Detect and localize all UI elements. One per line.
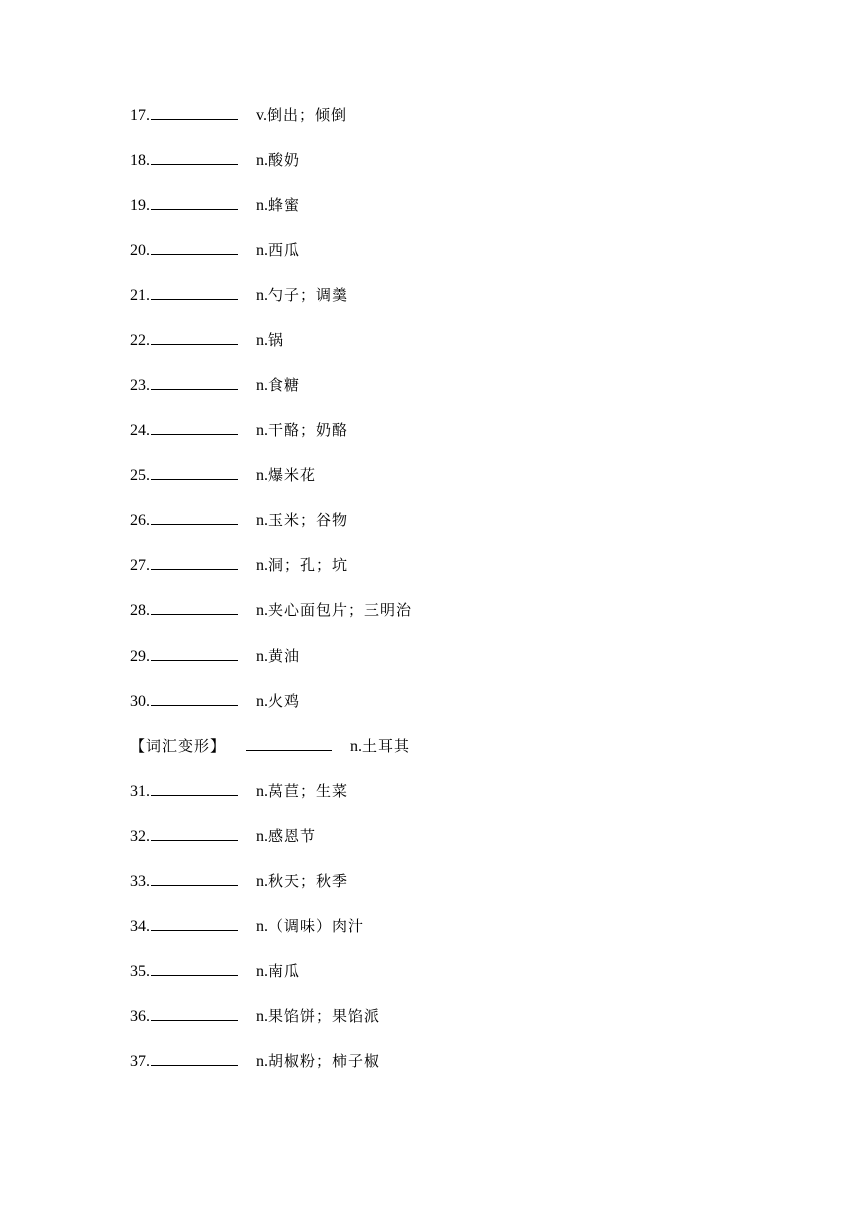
answer-blank[interactable] (151, 285, 238, 300)
list-item (130, 238, 300, 262)
item-number: 21. (130, 287, 150, 304)
answer-blank[interactable] (151, 105, 238, 120)
answer-blank[interactable] (151, 240, 238, 255)
list-item (130, 1049, 380, 1073)
list-item (130, 373, 300, 397)
item-number: 18. (130, 152, 150, 169)
list-item (130, 328, 284, 352)
answer-blank[interactable] (151, 510, 238, 525)
list-item (130, 148, 300, 172)
list-item (130, 283, 348, 307)
answer-blank[interactable] (151, 691, 238, 706)
item-number: 34. (130, 918, 150, 935)
item-definition: n.土耳其 (350, 737, 411, 755)
answer-blank[interactable] (151, 781, 238, 796)
list-item (130, 508, 348, 532)
answer-blank[interactable] (151, 871, 238, 886)
item-number: 32. (130, 828, 150, 845)
item-definition: n.爆米花 (256, 466, 317, 484)
list-item (130, 914, 364, 938)
item-number: 31. (130, 783, 150, 800)
answer-blank[interactable] (151, 916, 238, 931)
item-definition: n.食糖 (256, 376, 301, 394)
item-number: 37. (130, 1053, 150, 1070)
item-number: 33. (130, 873, 150, 890)
vocab-transform-section (130, 734, 410, 758)
list-item (130, 598, 412, 622)
item-definition: v.倒出；倾倒 (256, 106, 347, 124)
list-item (130, 553, 348, 577)
list-item (130, 193, 300, 217)
item-number: 30. (130, 693, 150, 710)
list-item (130, 1004, 380, 1028)
item-definition: n.洞；孔；坑 (256, 556, 349, 574)
answer-blank[interactable] (151, 646, 238, 661)
list-item (130, 418, 348, 442)
item-number: 24. (130, 422, 150, 439)
item-definition: n.火鸡 (256, 692, 301, 710)
item-definition: n.锅 (256, 331, 285, 349)
item-number: 17. (130, 107, 150, 124)
item-definition: n.果馅饼；果馅派 (256, 1007, 381, 1025)
item-definition: n.夹心面包片；三明治 (256, 601, 413, 619)
list-item (130, 779, 348, 803)
item-number: 23. (130, 377, 150, 394)
answer-blank[interactable] (151, 195, 238, 210)
item-definition: n.干酪；奶酪 (256, 421, 349, 439)
item-definition: n.胡椒粉；柿子椒 (256, 1052, 381, 1070)
answer-blank[interactable] (151, 330, 238, 345)
item-definition: n.南瓜 (256, 962, 301, 980)
item-number: 29. (130, 648, 150, 665)
list-item (130, 869, 348, 893)
answer-blank[interactable] (151, 600, 238, 615)
answer-blank[interactable] (151, 1051, 238, 1066)
item-number: 36. (130, 1008, 150, 1025)
item-definition: n.玉米；谷物 (256, 511, 349, 529)
list-item (130, 959, 300, 983)
item-number: 35. (130, 963, 150, 980)
list-item (130, 103, 347, 127)
list-item (130, 689, 300, 713)
item-number: 26. (130, 512, 150, 529)
answer-blank[interactable] (151, 150, 238, 165)
list-item (130, 644, 300, 668)
answer-blank[interactable] (151, 1006, 238, 1021)
answer-blank[interactable] (246, 736, 332, 751)
list-item (130, 824, 316, 848)
item-definition: n.黄油 (256, 647, 301, 665)
answer-blank[interactable] (151, 420, 238, 435)
list-item (130, 463, 316, 487)
item-definition: n.（调味）肉汁 (256, 917, 365, 935)
item-definition: n.酸奶 (256, 151, 301, 169)
item-definition: n.蜂蜜 (256, 196, 301, 214)
item-definition: n.秋天；秋季 (256, 872, 349, 890)
answer-blank[interactable] (151, 826, 238, 841)
item-number: 22. (130, 332, 150, 349)
item-number: 20. (130, 242, 150, 259)
item-number: 25. (130, 467, 150, 484)
item-definition: n.勺子；调羹 (256, 286, 349, 304)
answer-blank[interactable] (151, 961, 238, 976)
section-title: 【词汇变形】 (130, 737, 227, 755)
answer-blank[interactable] (151, 375, 238, 390)
answer-blank[interactable] (151, 555, 238, 570)
answer-blank[interactable] (151, 465, 238, 480)
item-definition: n.西瓜 (256, 241, 301, 259)
item-definition: n.感恩节 (256, 827, 317, 845)
item-definition: n.莴苣；生菜 (256, 782, 349, 800)
item-number: 27. (130, 557, 150, 574)
item-number: 19. (130, 197, 150, 214)
item-number: 28. (130, 602, 150, 619)
